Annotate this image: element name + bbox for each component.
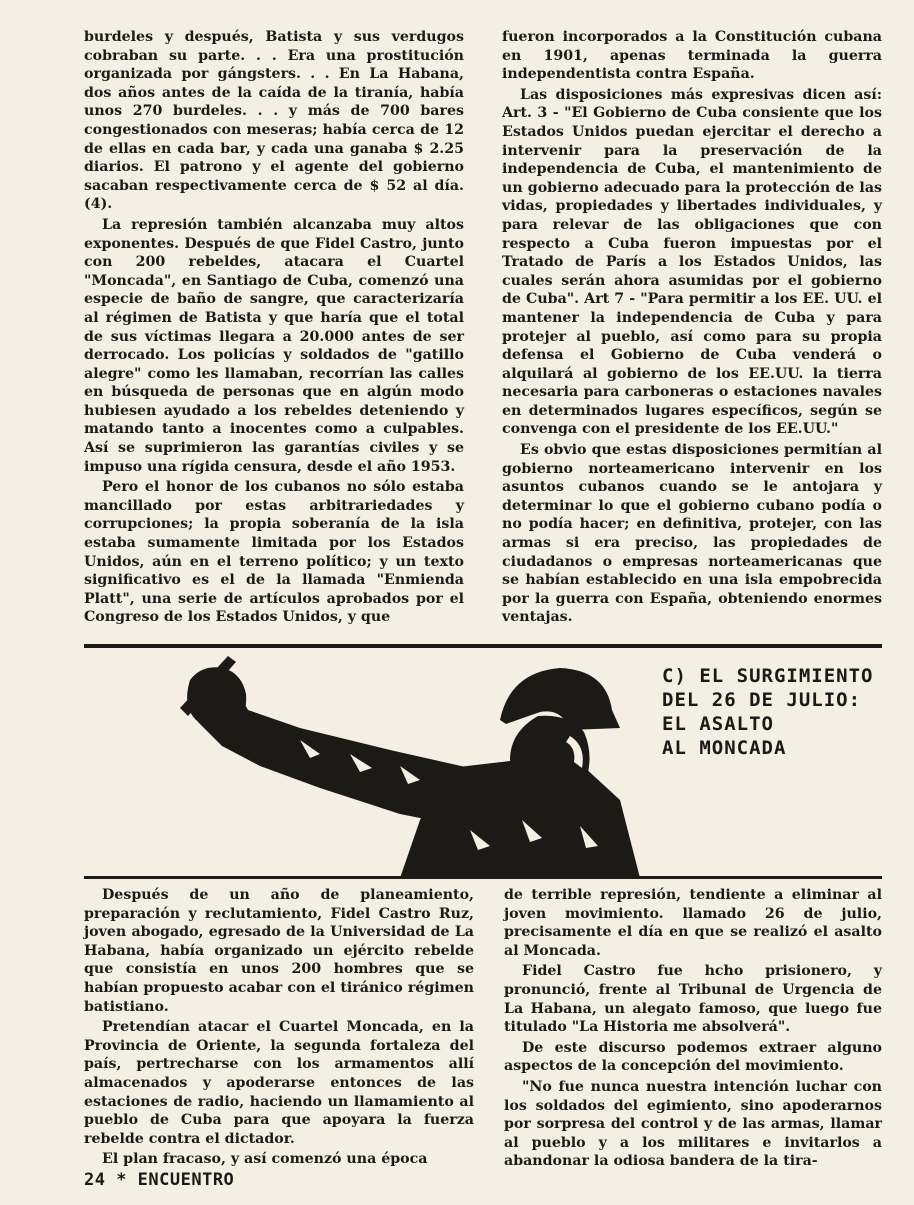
paragraph: "No fue nunca nuestra intención luchar con los soldados del egimiento, sino apoderarnos por sorpresa del control y de las armas, llamar al pueblo y a los militares e invitarlos a abandonar la odiosa bandera de la tira-: [504, 1078, 882, 1170]
paragraph: Pretendían atacar el Cuartel Moncada, en la Provincia de Oriente, la segunda fortaleza del país, pertrecharse con los armamentos allí almacenados y apoderarse entonces de las estaciones de radio, haciendo un llamamiento al pueblo de Cuba para que apoyara la fuerza rebelde contra el dictador.: [84, 1019, 474, 1147]
paragraph: De este discurso podemos extraer alguno aspectos de la concepción del movimiento.: [504, 1039, 882, 1075]
paragraph: Después de un año de planeamiento, preparación y reclutamiento, Fidel Castro Ruz, joven abogado, egresado de la Universidad de La Habana, había organizado un ejército rebelde que consistía en unos 200 hombres que se habían propuesto acabar con el tiránico régimen batistiano.: [84, 887, 474, 1015]
bottom-right-column: [504, 886, 882, 1173]
paragraph: fueron incorporados a la Constitución cubana en 1901, apenas terminada la guerra independentista contra España.: [502, 29, 882, 83]
paragraph: La represión también alcanzaba muy altos exponentes. Después de que Fidel Castro, junto con 200 rebeldes, atacara el Cuartel "Moncada", en Santiago de Cuba, comenzó una especie de baño de sangre, que caracterizaría al régimen de Batista y que haría que el total de sus víctimas llegara a 20.000 antes de ser derrocado. Los policías y soldados de "gatillo alegre" como les llamaban, recorrían las calles en búsqueda de personas que en algún modo hubiesen ayudado a los rebeldes deteniendo y matando tanto a inocentes como a culpables. Así se suprimieron las garantías civiles y se impuso una rígida censura, desde el año 1953.: [84, 216, 464, 475]
page-footer: 24 * ENCUENTRO: [84, 1170, 235, 1190]
paragraph: de terrible represión, tendiente a eliminar al joven movimiento. llamado 26 de julio, precisamente el día en que se realizó el asalto al Moncada.: [504, 887, 882, 959]
paragraph: El plan fracaso, y así comenzó una época: [102, 1151, 428, 1168]
top-left-column: [84, 28, 464, 629]
paragraph: Las disposiciones más expresivas dicen así: Art. 3 - "El Gobierno de Cuba consiente que los Estados Unidos puedan ejercitar el derecho a intervenir para la preservación de la independencia de Cuba, el mantenimiento de un gobierno adecuado para la protección de las vidas, propiedades y libertades individuales, y para relevar de las obligaciones que con respecto a Cuba fueron impuestas por el Tratado de París a los Estados Unidos, las cuales serán ahora asumidas por el gobierno de Cuba". Art 7 - "Para permitir a los EE. UU. el mantener la independencia de Cuba y para protejer al pueblo, así como para su propia defensa el Gobierno de Cuba venderá o alquilará al gobierno de los EE.UU. la tierra necesaria para carboneras o estaciones navales en determinados lugares específicos, según se convenga con el presidente de los EE.UU.": [502, 86, 882, 438]
section-divider-top: [84, 644, 882, 648]
section-divider-bottom: [84, 876, 882, 879]
section-heading-line: C) EL SURGIMIENTO: [662, 665, 874, 687]
paragraph: Es obvio que estas disposiciones permitían al gobierno norteamericano intervenir en los asuntos cubanos cuando se le antojara y determinar lo que el gobierno cubano podía o no podía hacer; en definitiva, protejer, con las armas si era preciso, las propiedades de ciudadanos o empresas norteamericanas que se habían establecido en una isla empobrecida por la guerra con España, obteniendo enormes ventajas.: [502, 442, 882, 626]
paragraph: burdeles y después, Batista y sus verdugos cobraban su parte. . . Era una prostitución organizada por gángsters. . . En La Habana, dos años antes de la caída de la tiranía, había unos 270 burdeles. . . y más de 700 bares congestionados con meseras; había cerca de 12 de ellas en cada bar, y cada una ganaba $ 2.25 diarios. El patrono y el agente del gobierno sacaban respectivamente cerca de $ 52 al día. (4).: [84, 29, 464, 213]
section-heading-line: AL MONCADA: [662, 737, 787, 759]
bottom-left-column: [84, 886, 474, 1171]
paragraph: Fidel Castro fue hcho prisionero, y pronunció, frente al Tribunal de Urgencia de La Habana, un alegato famoso, que luego fue titulado "La Historia me absolverá".: [504, 963, 882, 1036]
paragraph: Pero el honor de los cubanos no sólo estaba mancillado por estas arbitrariedades y corrupciones; la propia soberanía de la isla estaba sumamente limitada por los Estados Unidos, aún en el terreno político; y un texto significativo es el de la llamada "Enmienda Platt", una serie de artículos aprobados por el Congreso de los Estados Unidos, y que: [84, 479, 464, 626]
section-heading: [662, 664, 892, 760]
section-heading-line: EL ASALTO: [662, 713, 774, 735]
top-right-column: [502, 28, 882, 629]
rebel-fist-illustration: [150, 650, 670, 878]
section-heading-line: DEL 26 DE JULIO:: [662, 689, 862, 711]
